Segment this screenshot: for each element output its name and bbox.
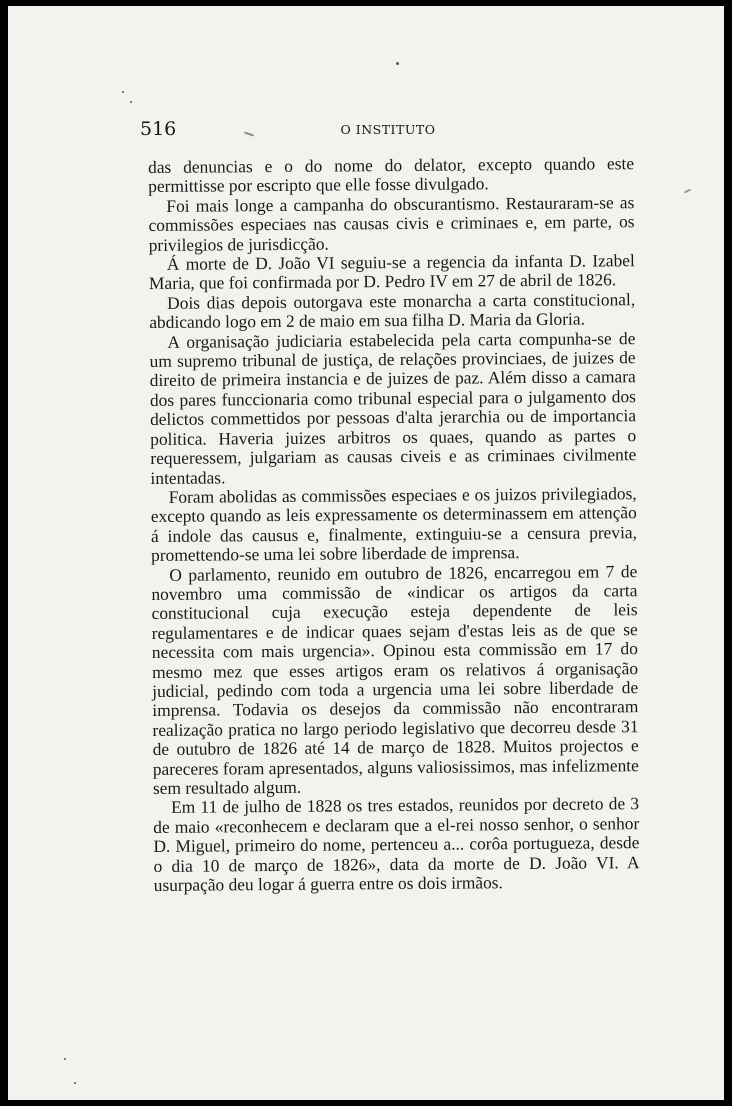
paragraph: Foram abolidas as commissões especiaes e os juizos privilegiados, excepto quando as leis expressamente os determinassem em attenção á indole das causus e, finalmente, extinguiu-se a censura previa, promettendo-se uma lei sobre liberdade de imprensa. <box>150 483 638 566</box>
paragraph: das denuncias e o do nome do delator, excepto quando este permittisse por escripto que elle fosse divulgado. <box>147 153 635 197</box>
ink-speck <box>396 62 399 65</box>
page-number: 516 <box>140 118 177 140</box>
paragraph: Á morte de D. João VI seguiu-se a regencia da infanta D. Izabel Maria, que foi confirmada por D. Pedro IV em 27 de abril de 1826. <box>148 250 635 294</box>
paragraph: O parlamento, reunido em outubro de 1826, encarregou em 7 de novembro uma commissão de «indicar os artigos da carta constitucional cuja execução esteja dependente de leis regulamentares e de indicar quaes sejam d'estas leis as de que se necessita com mais urgencia». Opinou esta commissão em 17 do mesmo mez que esses artigos eram os relativos á organisação judicial, pedindo com toda a urgencia uma lei sobre liberdade de imprensa. Todavia os desejos da commissão não encontraram realização pratica no largo periodo legislativo que decorreu desde 31 de outubro de 1826 até 14 de março de 1828. Muitos projectos e pareceres foram apresentados, alguns valiosissimos, mas infelizmente sem resultado algum. <box>151 560 639 798</box>
paragraph: Em 11 de julho de 1828 os tres estados, reunidos por decreto de 3 de maio «reconhecem e declaram que a el-rei nosso senhor, o senhor D. Miguel, primeiro do nome, pertenceu a... corôa portugueza, desde o dia 10 de março de 1826», data da morte de D. João VI. A usurpação deu logar á guerra entre os dois irmãos. <box>153 793 640 896</box>
body-text <box>148 154 640 895</box>
paragraph: Dois dias depois outorgava este monarcha a carta constitucional, abdicando logo em 2 de maio em sua filha D. Maria da Gloria. <box>149 289 636 333</box>
ink-speck <box>122 91 124 93</box>
paragraph: Foi mais longe a campanha do obscurantismo. Restauraram-se as commissões especiaes nas causas civis e criminaes e, em parte, os privilegios de jurisdicção. <box>148 191 635 255</box>
ink-speck <box>684 189 691 194</box>
ink-speck <box>74 1082 76 1084</box>
scanned-page <box>8 6 724 1100</box>
paragraph: A organisação judiciaria estabelecida pela carta compunha-se de um supremo tribunal de justiça, de relações provinciaes, de juizes de direito de primeira instancia e de juizes de paz. Além disso a camara dos pares funccionaria como tribunal especial para o julgamento dos delictos commettidos por pessoas d'alta jerarchia ou de importancia politica. Haveria juizes arbitros os quaes, quando as partes o requeressem, julgariam as causas civeis e as criminaes civilmente intentadas. <box>149 327 637 488</box>
ink-speck <box>130 101 132 103</box>
page-header <box>140 118 636 142</box>
ink-speck <box>64 1058 66 1060</box>
running-title: O INSTITUTO <box>340 122 436 137</box>
